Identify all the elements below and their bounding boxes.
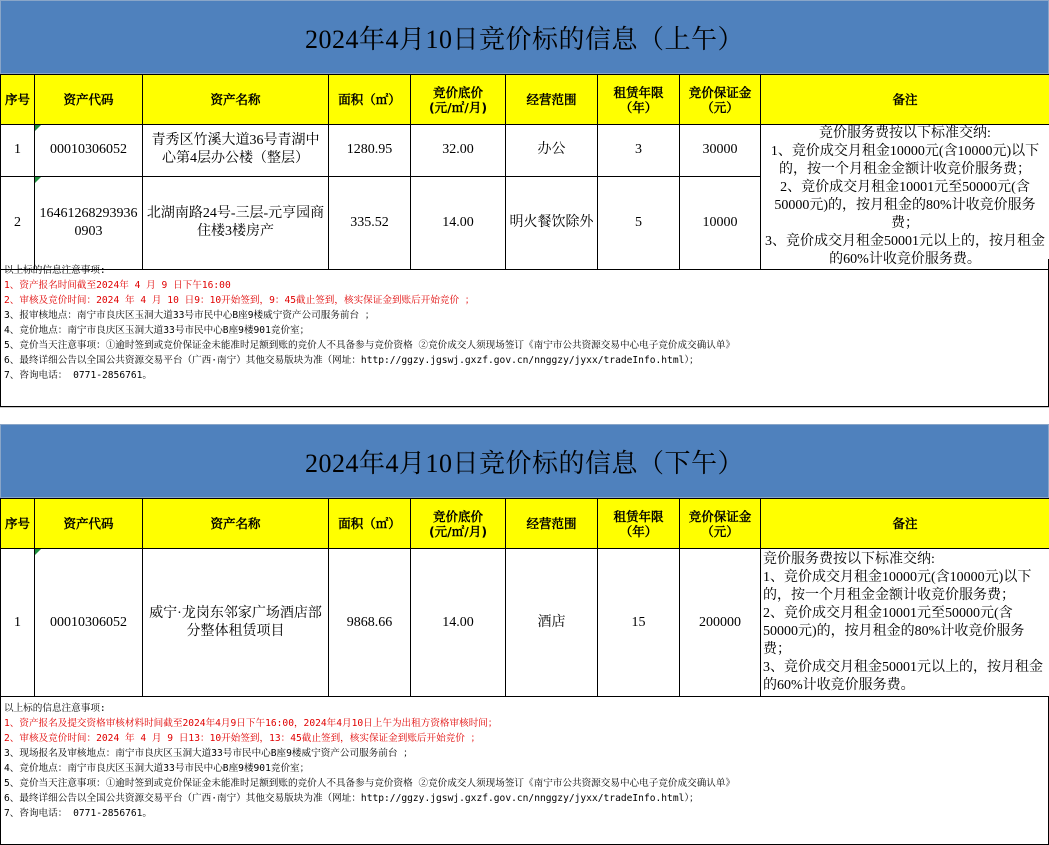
col-header-name: 资产名称 bbox=[143, 75, 329, 125]
header-row bbox=[1, 499, 1049, 549]
remark-line: 2、竞价成交月租金10001元至50000元(含50000元)的，按月租金的80%计收竞价服务费； bbox=[774, 180, 1036, 231]
note-line: 3、现场报名及审核地点：南宁市良庆区玉洞大道33号市民中心B座9楼威宁资产公司服务前台 ； bbox=[4, 748, 413, 759]
comment-marker-icon bbox=[35, 125, 41, 131]
asset-scope: 明火餐饮除外 bbox=[506, 176, 598, 269]
note-line: 5、竞价当天注意事项：①逾时签到或竞价保证金未能准时足额到账的竞价人不具备参与竞价资格 ②竞价成交人须现场签订《南宁市公共资源交易中心电子竞价成交确认单》 bbox=[4, 340, 736, 351]
afternoon-notes bbox=[0, 697, 1049, 845]
note-line: 2、审核及竞价时间：2024 年 4 月 9 日13：10开始签到，13：45截止签到，核实保证金到账后开始竞价 ； bbox=[4, 733, 481, 744]
asset-scope: 办公 bbox=[506, 125, 598, 177]
asset-area: 1280.95 bbox=[329, 125, 411, 177]
row-no: 1 bbox=[1, 549, 35, 697]
remark-line: 2、竞价成交月租金10001元至50000元(含50000元)的，按月租金的80%计收竞价服务费； bbox=[763, 605, 1025, 657]
col-header-remark: 备注 bbox=[761, 499, 1049, 549]
note-line: 7、咨询电话： 0771-2856761。 bbox=[4, 808, 153, 819]
col-header-remark: 备注 bbox=[761, 75, 1049, 125]
table-row bbox=[1, 549, 1049, 697]
remark-line: 竞价服务费按以下标准交纳: bbox=[763, 551, 935, 567]
row-no: 1 bbox=[1, 125, 35, 177]
col-header-deposit: 竞价保证金 （元） bbox=[680, 75, 761, 125]
row-no: 2 bbox=[1, 176, 35, 269]
asset-price: 14.00 bbox=[411, 549, 506, 697]
col-header-name: 资产名称 bbox=[143, 499, 329, 549]
asset-name: 威宁·龙岗东邻家广场酒店部分整体租赁项目 bbox=[143, 549, 329, 697]
asset-years: 5 bbox=[598, 176, 680, 269]
remark-line: 1、竞价成交月租金10000元(含10000元)以下的，按一个月租金金额计收竞价服务费； bbox=[763, 569, 1032, 603]
morning-table bbox=[0, 74, 1049, 270]
note-line: 1、资产报名时间截至2024年 4 月 9 日下午16:00 bbox=[4, 280, 231, 291]
asset-years: 3 bbox=[598, 125, 680, 177]
note-line: 3、报审核地点：南宁市良庆区玉洞大道33号市民中心B座9楼威宁资产公司服务前台 ； bbox=[4, 310, 375, 321]
morning-title: 2024年4月10日竞价标的信息（上午） bbox=[0, 0, 1049, 74]
note-line: 5、竞价当天注意事项：①逾时签到或竞价保证金未能准时足额到账的竞价人不具备参与竞价资格 ②竞价成交人须现场签订《南宁市公共资源交易中心电子竞价成交确认单》 bbox=[4, 778, 736, 789]
col-header-area: 面积（㎡） bbox=[329, 499, 411, 549]
remark-line: 3、竞价成交月租金50001元以上的，按月租金的60%计收竞价服务费。 bbox=[763, 659, 1043, 693]
asset-price: 32.00 bbox=[411, 125, 506, 177]
col-header-deposit: 竞价保证金 （元） bbox=[680, 499, 761, 549]
note-line: 4、竞价地点：南宁市良庆区玉洞大道33号市民中心B座9楼901竞价室； bbox=[4, 763, 310, 774]
asset-name: 北湖南路24号-三层-元亨园商住楼3楼房产 bbox=[143, 176, 329, 269]
note-line: 2、审核及竞价时间：2024 年 4 月 10 日9：10开始签到，9：45截止签到，核实保证金到账后开始竞价 ； bbox=[4, 295, 475, 306]
afternoon-table bbox=[0, 498, 1049, 697]
afternoon-title: 2024年4月10日竞价标的信息（下午） bbox=[0, 424, 1049, 498]
asset-code bbox=[35, 125, 143, 177]
remark-line: 竞价服务费按以下标准交纳: bbox=[819, 126, 991, 141]
note-line: 6、最终详细公告以全国公共资源交易平台（广西·南宁）其他交易版块为准（网址：http://ggzy.jgswj.gxzf.gov.cn/nnggzy/jyxx/tradeInfo.html）； bbox=[4, 793, 699, 804]
asset-area: 9868.66 bbox=[329, 549, 411, 697]
note-line: 以上标的信息注意事项: bbox=[4, 703, 106, 714]
asset-code bbox=[35, 176, 143, 269]
asset-years: 15 bbox=[598, 549, 680, 697]
remark-cell bbox=[761, 125, 1049, 270]
col-header-area: 面积（㎡） bbox=[329, 75, 411, 125]
note-line: 6、最终详细公告以全国公共资源交易平台（广西·南宁）其他交易版块为准（网址：http://ggzy.jgswj.gxzf.gov.cn/nnggzy/jyxx/tradeInfo.html）； bbox=[4, 355, 699, 366]
asset-code bbox=[35, 549, 143, 697]
gridline bbox=[0, 407, 1049, 408]
col-header-scope: 经营范围 bbox=[506, 75, 598, 125]
col-header-no: 序号 bbox=[1, 75, 35, 125]
asset-name: 青秀区竹溪大道36号青湖中心第4层办公楼（整层） bbox=[143, 125, 329, 177]
col-header-no: 序号 bbox=[1, 499, 35, 549]
note-line: 7、咨询电话： 0771-2856761。 bbox=[4, 370, 153, 381]
col-header-code: 资产代码 bbox=[35, 75, 143, 125]
col-header-scope: 经营范围 bbox=[506, 499, 598, 549]
comment-marker-icon bbox=[35, 549, 41, 555]
col-header-code: 资产代码 bbox=[35, 499, 143, 549]
table-row bbox=[1, 125, 1049, 177]
comment-marker-icon bbox=[35, 177, 41, 183]
remark-line: 3、竞价成交月租金50001元以上的，按月租金的60%计收竞价服务费。 bbox=[765, 234, 1045, 267]
asset-deposit: 200000 bbox=[680, 549, 761, 697]
note-line: 以上标的信息注意事项: bbox=[4, 265, 106, 276]
col-header-years: 租赁年限 （年） bbox=[598, 75, 680, 125]
asset-code-text: 00010306052 bbox=[50, 614, 127, 630]
remark-line: 1、竞价成交月租金10000元(含10000元)以下的，按一个月租金金额计收竞价服务费； bbox=[770, 144, 1040, 177]
asset-deposit: 10000 bbox=[680, 176, 761, 269]
header-row bbox=[1, 75, 1049, 125]
asset-code-text: 00010306052 bbox=[50, 142, 127, 158]
asset-area: 335.52 bbox=[329, 176, 411, 269]
asset-code-text: 164612682939360903 bbox=[39, 205, 138, 239]
note-line: 1、资产报名及提交资格审核材料时间截至2024年4月9日下午16:00，2024年4月10日上午为出租方资格审核时间； bbox=[4, 718, 498, 729]
col-header-price: 竞价底价 (元/㎡/月) bbox=[411, 75, 506, 125]
col-header-price: 竞价底价 (元/㎡/月) bbox=[411, 499, 506, 549]
asset-price: 14.00 bbox=[411, 176, 506, 269]
note-line: 4、竞价地点：南宁市良庆区玉洞大道33号市民中心B座9楼901竞价室； bbox=[4, 325, 310, 336]
asset-scope: 酒店 bbox=[506, 549, 598, 697]
asset-deposit: 30000 bbox=[680, 125, 761, 177]
col-header-years: 租赁年限 （年） bbox=[598, 499, 680, 549]
remark-cell bbox=[761, 549, 1049, 697]
morning-notes bbox=[0, 259, 1049, 407]
